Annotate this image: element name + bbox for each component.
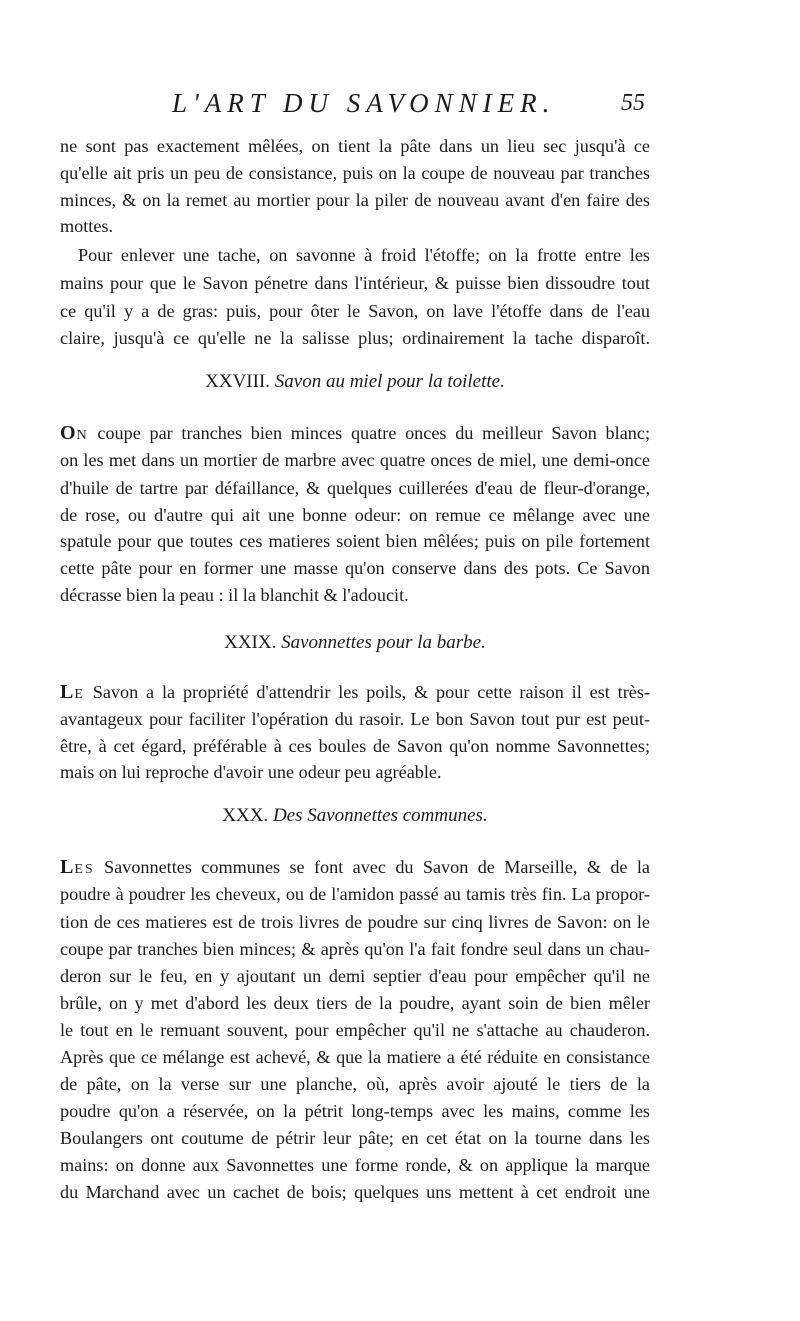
text-line: claire, jusqu'à ce qu'elle ne la salisse plus; ordinairement la tache disparoît. [60, 328, 650, 348]
text-line: tion de ces matieres est de trois livres de poudre sur cinq livres de Savon: on le [60, 912, 650, 932]
section-title: Savon au miel pour la toilette. [274, 371, 505, 392]
initial-letter: O [60, 422, 77, 444]
line-rest: Savonnettes communes se font avec du Savon de Marseille, & de la [94, 857, 650, 877]
small-caps: ES [74, 862, 95, 877]
text-line: mains: on donne aux Savonnettes une forme ronde, & on applique la marque [60, 1155, 650, 1175]
text-line: brûle, on y met d'abord les deux tiers de la poudre, ayant soin de bien mêler [60, 993, 650, 1013]
text-line: de rose, ou d'autre qui ait une bonne odeur: on remue ce mêlange avec une [60, 505, 650, 525]
section-number: XXVIII. [205, 371, 271, 392]
running-title: L'ART DU SAVONNIER. [172, 88, 556, 118]
text-line: cette pâte pour en former une masse qu'on conserve dans des pots. Ce Savon [60, 558, 650, 578]
text-line: spatule pour que toutes ces matieres soient bien mêlées; puis on pile fortement [60, 531, 650, 551]
text-line: de pâte, on la verse sur une planche, où, après avoir ajouté le tiers de la [60, 1074, 650, 1094]
text-line: ne sont pas exactement mêlées, on tient la pâte dans un lieu sec jusqu'à ce [60, 136, 650, 156]
text-line: qu'elle ait pris un peu de consistance, puis on la coupe de nouveau par tranches [60, 163, 650, 183]
initial-letter: L [60, 856, 75, 878]
section-heading [60, 628, 650, 658]
initial-letter: L [60, 681, 75, 703]
text-line: minces, & on la remet au mortier pour la piler de nouveau avant d'en faire des [60, 190, 650, 210]
section-title: Savonnettes pour la barbe. [281, 632, 486, 653]
text-line: être, à cet égard, préférable à ces boules de Savon qu'on nomme Savonnettes; [60, 736, 650, 756]
text-line: décrasse bien la peau : il la blanchit & l'adoucit. [60, 585, 409, 605]
section-heading [60, 367, 650, 397]
text-line: Boulangers ont coutume de pétrir leur pâte; en cet état on la tourne dans les [60, 1128, 650, 1148]
section-number: XXIX. [224, 632, 277, 653]
text-line: deron sur le feu, en y ajoutant un demi septier d'eau pour empêcher qu'il ne [60, 966, 650, 986]
line-rest: coupe par tranches bien minces quatre onces du meilleur Savon blanc; [88, 423, 650, 443]
text-line: mottes. [60, 216, 114, 236]
running-head [0, 88, 800, 128]
line-rest: Savon a la propriété d'attendrir les poils, & pour cette raison il est très- [84, 682, 650, 702]
text-line: on les met dans un mortier de marbre avec quatre onces de miel, une demi-once [60, 450, 650, 470]
text-line: mais on lui reproche d'avoir une odeur peu agréable. [60, 762, 442, 782]
small-caps: E [74, 687, 85, 702]
text-line: mains pour que le Savon pénetre dans l'intérieur, & puisse bien dissoudre tout [60, 273, 650, 293]
text-line: d'huile de tartre par défaillance, & quelques cuillerées d'eau de fleur-d'orange, [60, 478, 650, 498]
text-line: poudre à poudrer les cheveux, ou de l'amidon passé au tamis très fin. La propor- [60, 884, 650, 904]
text-line: ce qu'il y a de gras: puis, pour ôter le Savon, on lave l'étoffe dans de l'eau [60, 301, 650, 321]
text-line [60, 418, 650, 448]
text-line [60, 677, 650, 707]
text-line: avantageux pour faciliter l'opération du rasoir. Le bon Savon tout pur est peut- [60, 709, 650, 729]
text-line: coupe par tranches bien minces; & après qu'on l'a fait fondre seul dans un chau- [60, 939, 650, 959]
text-line: le tout en le remuant souvent, pour empêcher qu'il ne s'attache au chauderon. [60, 1020, 650, 1040]
text-line: Après que ce mélange est achevé, & que la matiere a été réduite en consistance [60, 1047, 650, 1067]
small-caps: N [76, 428, 89, 443]
section-heading [60, 801, 650, 831]
text-line: Pour enlever une tache, on savonne à froid l'étoffe; on la frotte entre les [78, 245, 650, 265]
section-title: Des Savonnettes communes. [272, 805, 488, 826]
page-number: 55 [621, 90, 645, 116]
text-line [60, 852, 650, 882]
text-line: poudre qu'on a réservée, on la pétrit long-temps avec les mains, comme les [60, 1101, 650, 1121]
section-number: XXX. [222, 805, 269, 826]
text-line: du Marchand avec un cachet de bois; quelques uns mettent à cet endroit une [60, 1182, 650, 1202]
